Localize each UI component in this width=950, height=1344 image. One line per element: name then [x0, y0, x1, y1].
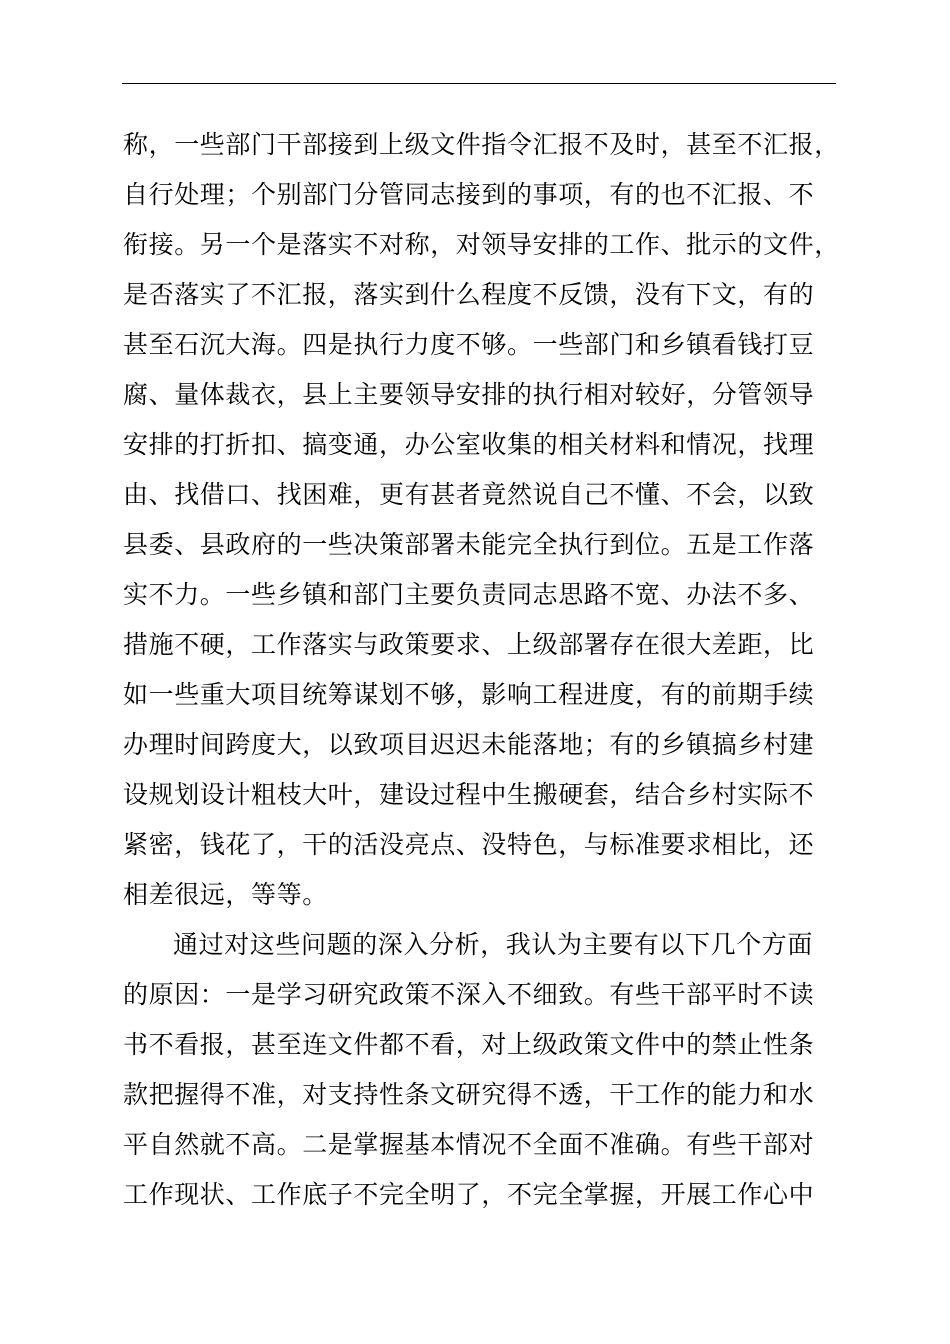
text-line: 紧密，钱花了，干的活没亮点、没特色，与标准要求相比，还 — [123, 830, 815, 859]
paragraph-2 — [123, 920, 863, 1220]
text-line-indented: 通过对这些问题的深入分析，我认为主要有以下几个方面 — [173, 930, 814, 959]
text-line: 自行处理；个别部门分管同志接到的事项，有的也不汇报、不 — [123, 180, 815, 209]
text-line: 是否落实了不汇报，落实到什么程度不反馈，没有下文，有的 — [123, 280, 815, 309]
text-line: 工作现状、工作底子不完全明了，不完全掌握，开展工作心中 — [123, 1180, 815, 1209]
text-line: 甚至石沉大海。四是执行力度不够。一些部门和乡镇看钱打豆 — [123, 330, 815, 359]
text-line: 如一些重大项目统筹谋划不够，影响工程进度，有的前期手续 — [123, 680, 815, 709]
text-line: 书不看报，甚至连文件都不看，对上级政策文件中的禁止性条 — [123, 1030, 815, 1059]
text-line: 由、找借口、找困难，更有甚者竟然说自己不懂、不会，以致 — [123, 480, 815, 509]
text-line: 措施不硬，工作落实与政策要求、上级部署存在很大差距，比 — [123, 630, 815, 659]
text-line: 设规划设计粗枝大叶，建设过程中生搬硬套，结合乡村实际不 — [123, 780, 815, 809]
text-line: 衔接。另一个是落实不对称，对领导安排的工作、批示的文件， — [123, 230, 840, 259]
text-line: 县委、县政府的一些决策部署未能完全执行到位。五是工作落 — [123, 530, 815, 559]
text-line: 办理时间跨度大，以致项目迟迟未能落地；有的乡镇搞乡村建 — [123, 730, 815, 759]
text-line: 相差很远，等等。 — [123, 880, 328, 909]
paragraph-1 — [123, 120, 863, 920]
document-body — [123, 120, 863, 1220]
header-rule — [122, 83, 836, 84]
text-line: 腐、量体裁衣，县上主要领导安排的执行相对较好，分管领导 — [123, 380, 815, 409]
text-line: 的原因：一是学习研究政策不深入不细致。有些干部平时不读 — [123, 980, 815, 1009]
text-line: 实不力。一些乡镇和部门主要负责同志思路不宽、办法不多、 — [123, 580, 815, 609]
text-line: 平自然就不高。二是掌握基本情况不全面不准确。有些干部对 — [123, 1130, 815, 1159]
text-line: 款把握得不准，对支持性条文研究得不透，干工作的能力和水 — [123, 1080, 815, 1109]
text-line: 称，一些部门干部接到上级文件指令汇报不及时，甚至不汇报， — [123, 130, 840, 159]
text-line: 安排的打折扣、搞变通，办公室收集的相关材料和情况，找理 — [123, 430, 815, 459]
